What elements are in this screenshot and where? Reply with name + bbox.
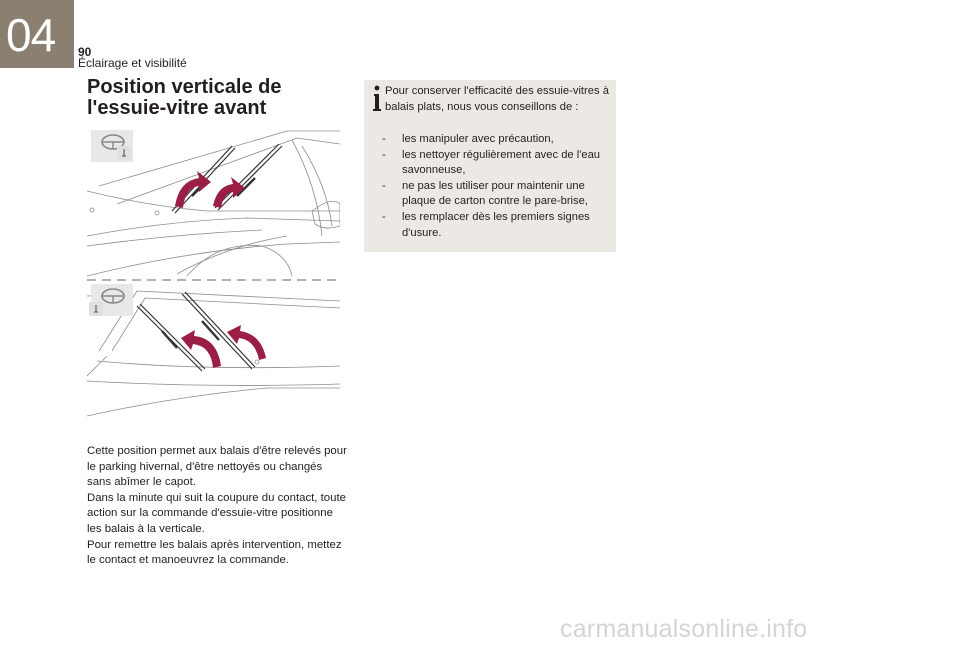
list-item-text: les remplacer dès les premiers signes d'usure. bbox=[402, 210, 590, 239]
list-item-text: ne pas les utiliser pour maintenir une plaque de carton contre le pare-brise, bbox=[402, 179, 588, 208]
list-bullet: - bbox=[382, 133, 386, 145]
list-bullet: - bbox=[382, 179, 386, 192]
section-title: Position verticale de l'essuie-vitre avant bbox=[87, 76, 282, 119]
list-item bbox=[382, 210, 612, 241]
chapter-title: Éclairage et visibilité bbox=[78, 56, 187, 70]
wiper-blades-top bbox=[172, 144, 282, 213]
key-icon bbox=[89, 302, 103, 316]
body-text bbox=[87, 444, 349, 569]
list-item-text: les manipuler avec précaution, bbox=[402, 133, 554, 145]
wiper-illustration bbox=[87, 126, 340, 436]
info-box bbox=[364, 80, 616, 252]
list-bullet: - bbox=[382, 148, 386, 161]
page-number: 90 bbox=[78, 45, 92, 59]
body-paragraph: Cette position permet aux balais d'être relevés pour le parking hivernal, d'être nettoyés ou changés sans abîmer le capot. bbox=[87, 445, 347, 489]
list-item bbox=[382, 132, 612, 148]
curved-arrow-icon bbox=[181, 325, 266, 368]
key-icon bbox=[117, 146, 131, 160]
list-item-text: les nettoyer régulièrement avec de l'eau savonneuse, bbox=[402, 148, 601, 177]
info-icon bbox=[370, 84, 384, 114]
body-paragraph: Dans la minute qui suit la coupure du contact, toute action sur la commande d'essuie-vitre positionne les balais à la verticale. bbox=[87, 491, 346, 535]
body-paragraph: Pour remettre les balais après intervention, mettez le contact et manoeuvrez la commande. bbox=[87, 538, 342, 567]
chapter-number: 04 bbox=[6, 9, 56, 61]
list-item bbox=[382, 179, 612, 210]
chapter-tab bbox=[0, 0, 74, 68]
list-item bbox=[382, 148, 612, 179]
info-list bbox=[382, 132, 612, 241]
list-bullet: - bbox=[382, 210, 386, 223]
info-intro: Pour conserver l'efficacité des essuie-vitres à balais plats, nous vous conseillons de : bbox=[385, 85, 609, 113]
watermark: carmanualsonline.info bbox=[560, 615, 808, 643]
